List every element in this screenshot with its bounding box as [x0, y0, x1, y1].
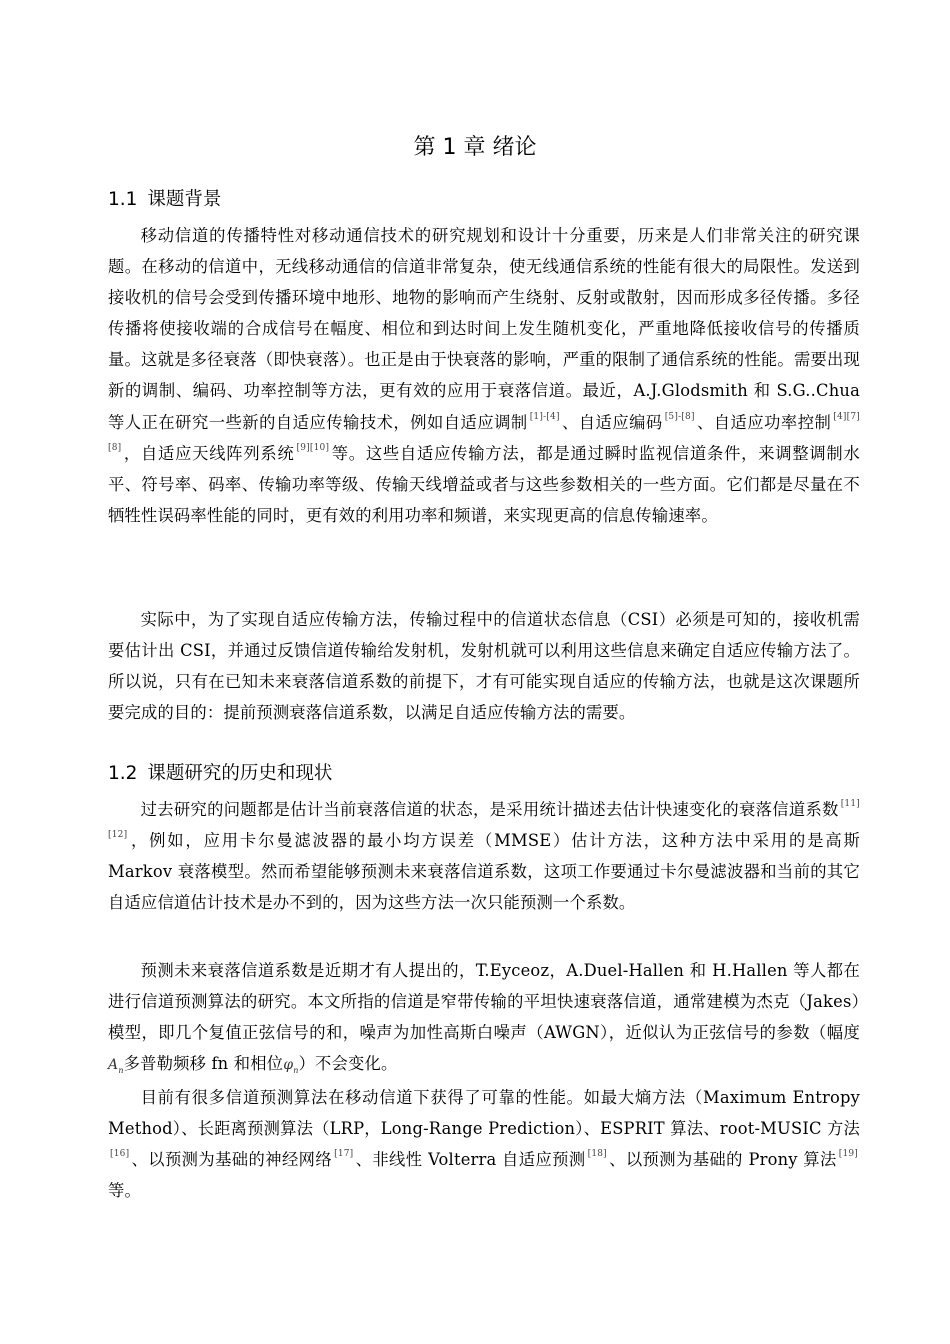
paragraph-text: ，自适应天线阵列系统 — [123, 443, 295, 463]
paragraph-text: 、以预测为基础的神经网络 — [131, 1150, 333, 1170]
section-number: 1.1 — [108, 189, 138, 210]
paragraph-text: 等。这些自适应传输方法，都是通过瞬时监视信道条件，来调整调制水平、符号率、码率、传输功率等级、传输天线增益或者与这些参数相关的一些方面。它们都是尽量在不牺牲性误码率性能的同时，更有效的利用功率和频谱，来实现更高的信息传输速率。 — [108, 443, 860, 525]
section-title: 课题研究的历史和现状 — [147, 763, 333, 784]
citation-ref: [17] — [334, 1149, 354, 1160]
citation-ref: [9][10] — [296, 442, 330, 453]
citation-ref: [4][7][8] — [108, 411, 860, 453]
section-heading-1-2 — [108, 760, 332, 788]
citation-ref: [19] — [838, 1149, 859, 1160]
paragraph-text: 移动信道的传播特性对移动通信技术的研究规划和设计十分重要，历来是人们非常关注的研究课题。在移动的信道中，无线移动通信的信道非常复杂，使无线通信系统的性能有很大的局限性。发送到接收机的信号会受到传播环境中地形、地物的影响而产生绕射、反射或散射，因而形成多径传播。多径传播将使接收端的合成信号在幅度、相位和到达时间上发生随机变化，严重地降低接收信号的传播质量。这就是多径衰落（即快衰落）。也正是由于快衰落的影响，严重的限制了通信系统的性能。需要出现新的调制、编码、功率控制等方法，更有效的应用于衰落信道。最近，A.J.Glodsmith 和 S.G..Chua 等人正在研究一些新的自适应传输技术，例如自适应调制 — [108, 226, 860, 432]
paragraph-background-2 — [108, 604, 860, 728]
chapter-title: 第 1 章 绪论 — [413, 135, 537, 160]
paragraph-history-1 — [108, 794, 860, 918]
paragraph-history-3 — [108, 1082, 860, 1206]
paragraph-text: 过去研究的问题都是估计当前衰落信道的状态，是采用统计描述去估计快速变化的衰落信道系数 — [140, 800, 839, 819]
phase-symbol: $\varphi_n$ — [283, 1057, 299, 1076]
citation-ref: [5]-[8] — [664, 411, 695, 422]
paragraph-text: 、自适应编码 — [561, 412, 663, 432]
paragraph-text: ，例如，应用卡尔曼滤波器的最小均方误差（MMSE）估计方法，这种方法中采用的是高斯 Markov 衰落模型。然而希望能够预测未来衰落信道系数，这项工作要通过卡尔曼滤波器和当前的其它自适应信道估计技术是办不到的，因为这些方法一次只能预测一个系数。 — [108, 831, 860, 913]
paragraph-text: 多普勒频移 fn 和相位 — [123, 1054, 284, 1074]
section-heading-1-1 — [108, 186, 221, 214]
paragraph-text: 预测未来衰落信道系数是近期才有人提出的，T.Eyceoz，A.Duel-Hallen 和 H.Hallen 等人都在进行信道预测算法的研究。本文所指的信道是窄带传输的平坦快速衰落信道，通常建模为杰克（Jakes）模型，即几个复值正弦信号的和，噪声为加性高斯白噪声（AWGN），近似认为正弦信号的参数（幅度 — [108, 961, 860, 1043]
paragraph-text: 、非线性 Volterra 自适应预测 — [355, 1150, 586, 1170]
amplitude-symbol: $A_n$ — [108, 1057, 124, 1076]
paragraph-text: 、以预测为基础的 Prony 算法 — [608, 1150, 837, 1170]
citation-ref: [18] — [587, 1149, 607, 1160]
paragraph-background-1 — [108, 220, 860, 531]
citation-ref: [11][12] — [108, 799, 860, 841]
paragraph-text: 目前有很多信道预测算法在移动信道下获得了可靠的性能。如最大熵方法（Maximum Entropy Method）、长距离预测算法（LRP，Long-Range Prediction）、ESPRIT 算法、root-MUSIC 方法 — [108, 1088, 860, 1139]
section-title: 课题背景 — [147, 189, 222, 210]
paragraph-text: ）不会变化。 — [298, 1054, 398, 1074]
citation-ref: [16] — [110, 1149, 130, 1160]
paragraph-text: 实际中，为了实现自适应传输方法，传输过程中的信道状态信息（CSI）必须是可知的，接收机需要估计出 CSI，并通过反馈信道传输给发射机，发射机就可以利用这些信息来确定自适应传输方法了。所以说，只有在已知未来衰落信道系数的前提下，才有可能实现自适应的传输方法，也就是这次课题所要完成的目的：提前预测衰落信道系数，以满足自适应传输方法的需要。 — [108, 610, 860, 723]
paragraph-history-2 — [108, 955, 860, 1086]
section-number: 1.2 — [108, 763, 138, 784]
citation-ref: [1]-[4] — [529, 411, 560, 422]
paragraph-text: 、自适应功率控制 — [696, 412, 832, 432]
paragraph-text: 等。 — [108, 1181, 141, 1201]
